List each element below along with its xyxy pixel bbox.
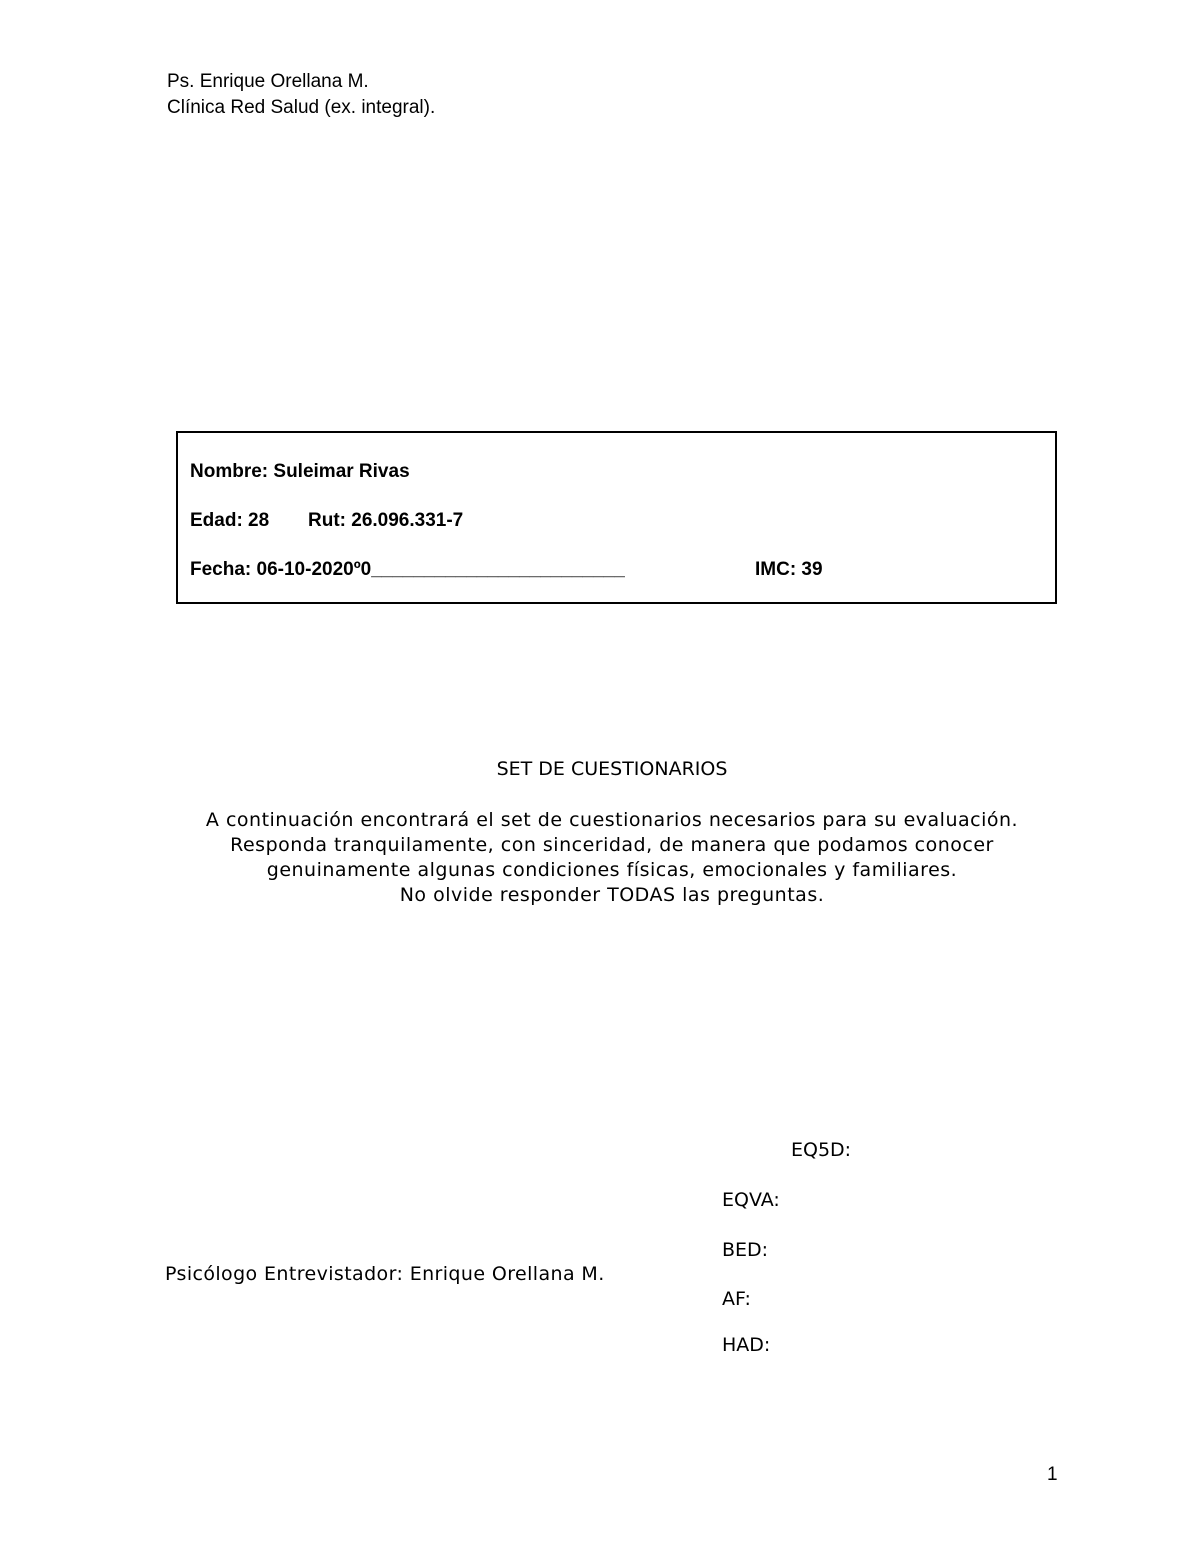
patient-name: Nombre: Suleimar Rivas (190, 461, 410, 482)
score-eqva: EQVA: (722, 1189, 780, 1211)
instruction-line: Responda tranquilamente, con sinceridad, de manera que podamos conocer genuinamente algunas condiciones físicas, emocionales y familiares. (230, 834, 994, 881)
score-had: HAD: (722, 1334, 771, 1356)
score-bed: BED: (722, 1239, 769, 1261)
patient-imc: IMC: 39 (755, 559, 823, 580)
instruction-line: A continuación encontrará el set de cuestionarios necesarios para su evaluación. (205, 809, 1019, 831)
score-eq5d: EQ5D: (791, 1139, 852, 1161)
patient-info-box (176, 431, 1057, 604)
header-clinic: Clínica Red Salud (ex. integral). (167, 97, 436, 118)
score-af: AF: (722, 1288, 751, 1310)
patient-date: Fecha: 06-10-2020º0________________________ (190, 559, 625, 580)
patient-age: Edad: 28 (190, 510, 270, 531)
interviewer-label: Psicólogo Entrevistador: Enrique Orellana M. (165, 1263, 605, 1285)
instructions (167, 808, 1057, 908)
instruction-line: No olvide responder TODAS las preguntas. (399, 884, 825, 906)
page-number: 1 (1047, 1464, 1058, 1485)
patient-rut: Rut: 26.096.331-7 (308, 510, 464, 531)
header-author: Ps. Enrique Orellana M. (167, 71, 369, 92)
patient-age-rut-row (190, 509, 590, 533)
set-title: SET DE CUESTIONARIOS (496, 758, 728, 780)
patient-date-imc-row (190, 558, 890, 582)
